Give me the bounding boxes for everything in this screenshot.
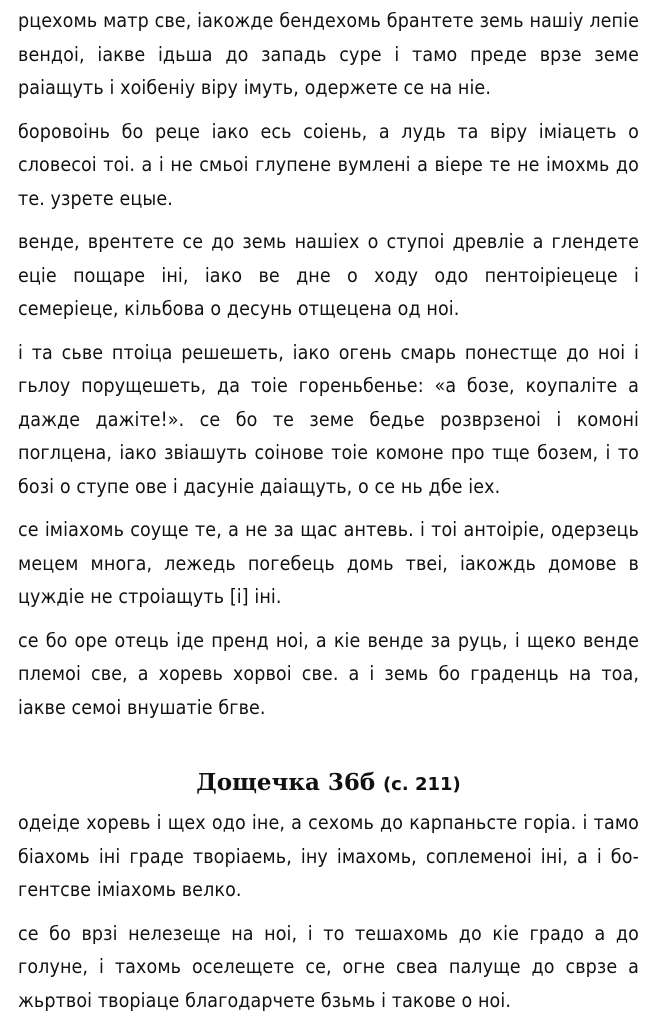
paragraph-4: i та сьве птоiца решешеть, iако огень смарь понестще до ноi i гьлоу порущешеть, да тоiе гореньбеньe: «а бозе, коупалiте а дажде дажiте!». се бо те земе бедье розврзеноi i комонi поглцена, iако звiашуть соiнове тоiе комоне про тще бозем, i то бозi о ступе ове i дасунiе даiащуть, о се нь дбе iех.	[18, 336, 639, 504]
section-heading	[18, 724, 639, 806]
paragraph-2: боровоiнь бо реце iако есь соiень, а лудь та вiру iмiацеть о словесоi тоi. а i не смьоi глупене вумлeнi а вiере те не iмохмь до те. узрете ецые.	[18, 115, 639, 216]
paragraph-5: се iмiахомь соуще те, а не за щас антевь. i тоi антоiрiе, одерзець мецем многа, лежедь погебець домь твеi, iакождь домове в цуждiе не строiащуть [i] iнi.	[18, 513, 639, 614]
paragraph-8: се бо врзi нелезеще на ноi, i то тешахомь до кiе градо а до голуне, i тахомь оселещете се, огне свеа палуще до сврзе а жьртвоi творiаце благодарчете бзьмь i такове о ноi.	[18, 917, 639, 1017]
paragraph-1: рцехомь матр све, iакожде бендехомь брантете земь нашiу лепiе вендоi, iакве iдьша до западь суре i тамо преде врзе земе раiащуть i хоiбенiу вiру iмуть, одержете се на нiе.	[18, 4, 639, 105]
heading-page-ref: (с. 211)	[383, 774, 461, 795]
paragraph-6: се бо оре отець iде пренд ноi, а кiе венде за руць, i щеко венде племоi све, а хоревь хорвоi све. а i земь бо граденць на тоа, iакве семоi внушатiе бгве.	[18, 624, 639, 725]
heading-title: Дощечка 36б	[196, 769, 375, 796]
paragraph-7: одеiде хоревь i щех одо iне, а сехомь до карпаньсте горiа. i тамо бiахомь iнi граде творiаемь, iну iмахомь, соплеменоi iнi, а i бо-гентсве iмiахомь велко.	[18, 806, 639, 907]
paragraph-3: венде, врентете се до земь нашiех о ступоi древлiе а глендете ецiе пощаре iнi, iако ве дне о ходу одо пентоiрiецеце i семерiеце, кiльбова о десунь отщецена од ноi.	[18, 225, 639, 326]
